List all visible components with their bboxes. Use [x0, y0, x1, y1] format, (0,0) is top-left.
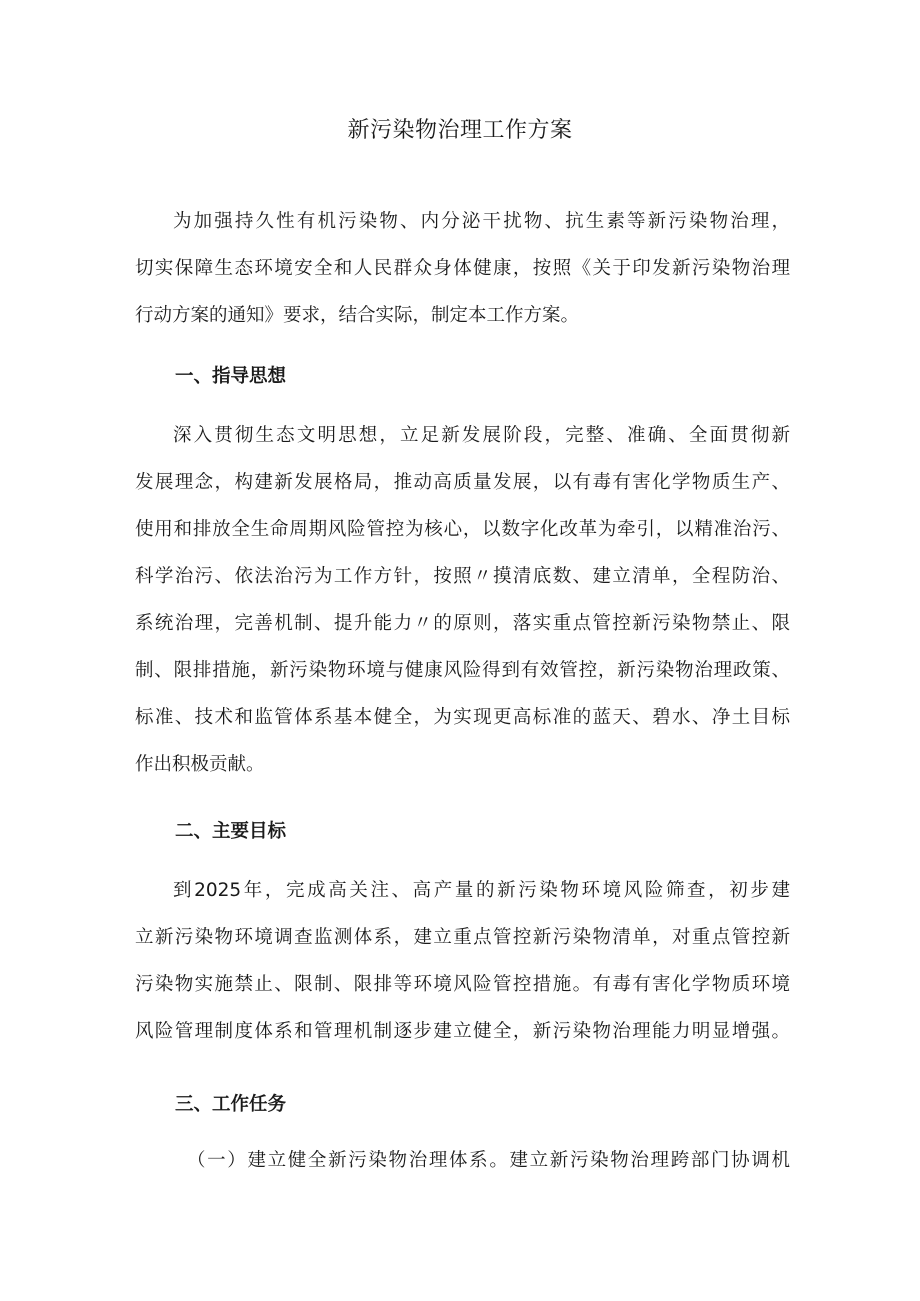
intro-line: 为加强持久性有机污染物、内分泌干扰物、抗生素等新污染物治理， — [173, 211, 790, 232]
section-3-heading: 三、工作任务 — [175, 1094, 287, 1115]
section-1-heading: 一、指导思想 — [175, 366, 287, 387]
intro-line: 切实保障生态环境安全和人民群众身体健康，按照《关于印发新污染物治理 — [135, 258, 790, 279]
section-2-line: 污染物实施禁止、限制、限排等环境风险管控措施。有毒有害化学物质环境 — [135, 974, 790, 995]
section-1-line: 科学治污、依法治污为工作方针，按照〃摸清底数、建立清单，全程防治、 — [135, 566, 790, 587]
section-1-line: 发展理念，构建新发展格局，推动高质量发展，以有毒有害化学物质生产、 — [135, 472, 790, 493]
section-2-line: 立新污染物环境调查监测体系，建立重点管控新污染物清单，对重点管控新 — [135, 927, 790, 948]
section-2-line: 风险管理制度体系和管理机制逐步建立健全，新污染物治理能力明显增强。 — [135, 1021, 790, 1042]
section-1-line: 作出积极贡献。 — [135, 754, 265, 775]
section-1-paragraph — [135, 412, 790, 788]
section-1-line: 标准、技术和监管体系基本健全，为实现更高标准的蓝天、碧水、净土目标 — [135, 707, 790, 728]
section-1-line: 制、限排措施，新污染物环境与健康风险得到有效管控，新污染物治理政策、 — [135, 660, 790, 681]
section-2-paragraph — [135, 867, 790, 1055]
section-1-line: 系统治理，完善机制、提升能力〃的原则，落实重点管控新污染物禁止、限 — [135, 613, 790, 634]
section-3-line: （一）建立健全新污染物治理体系。建立新污染物治理跨部门协调机 — [187, 1150, 790, 1171]
intro-line: 行动方案的通知》要求，结合实际，制定本工作方案。 — [135, 305, 580, 326]
section-1-line: 深入贯彻生态文明思想，立足新发展阶段，完整、准确、全面贯彻新 — [173, 425, 790, 446]
section-2-heading: 二、主要目标 — [175, 821, 287, 842]
section-1-line: 使用和排放全生命周期风险管控为核心，以数字化改革为牵引，以精准治污、 — [135, 519, 790, 540]
intro-paragraph — [135, 198, 790, 339]
section-2-line: 到2025年，完成高关注、高产量的新污染物环境风险筛查，初步建 — [173, 880, 790, 901]
document-title: 新污染物治理工作方案 — [347, 118, 573, 143]
section-3-paragraph — [135, 1137, 790, 1184]
